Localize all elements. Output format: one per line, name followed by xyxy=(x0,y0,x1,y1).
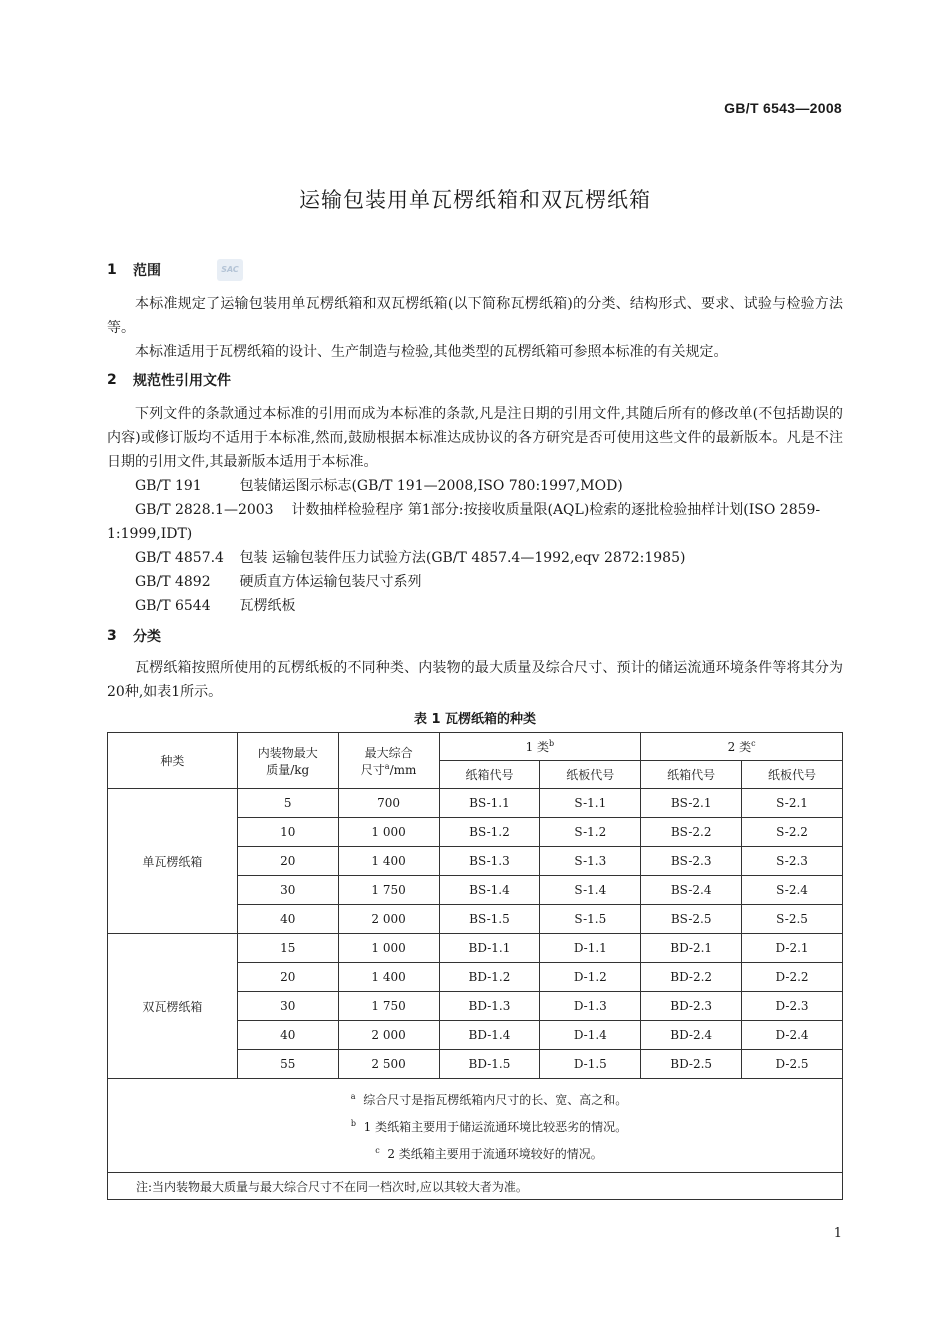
table-cell: BD-2.5 xyxy=(641,1050,742,1079)
table-cell: S-1.1 xyxy=(540,789,641,818)
table-cell: D-2.2 xyxy=(742,963,843,992)
table-cell: D-1.3 xyxy=(540,992,641,1021)
table-cell: BS-1.5 xyxy=(439,905,540,934)
table-cell: S-2.5 xyxy=(742,905,843,934)
section-1-heading xyxy=(107,258,843,282)
header-max-size-line1: 最大综合 xyxy=(364,745,413,760)
table-cell: 1 400 xyxy=(338,847,439,876)
section-number: 1 xyxy=(107,262,117,278)
header-max-mass-line2: 质量/kg xyxy=(266,762,310,777)
table-cell: 1 750 xyxy=(338,876,439,905)
table-cell: 55 xyxy=(237,1050,338,1079)
table-cell: 5 xyxy=(237,789,338,818)
table-cell: S-1.2 xyxy=(540,818,641,847)
section-number: 2 xyxy=(107,372,117,388)
table-cell: BS-1.1 xyxy=(439,789,540,818)
header-class-1: 1 类$^b$ xyxy=(439,733,641,761)
table-cell: 10 xyxy=(237,818,338,847)
table-cell: BD-2.3 xyxy=(641,992,742,1021)
table-cell: 30 xyxy=(237,876,338,905)
document-body xyxy=(107,258,843,1200)
section-1-paragraph-2: 本标准适用于瓦楞纸箱的设计、生产制造与检验,其他类型的瓦楞纸箱可参照本标准的有关规定。 xyxy=(135,344,728,360)
table-cell: D-1.2 xyxy=(540,963,641,992)
table-cell: D-2.1 xyxy=(742,934,843,963)
table-cell: S-2.4 xyxy=(742,876,843,905)
table-cell: 20 xyxy=(237,847,338,876)
header-max-mass-line1: 内装物最大 xyxy=(257,745,318,760)
table-cell: 1 000 xyxy=(338,818,439,847)
table-cell: 20 xyxy=(237,963,338,992)
reference-item xyxy=(107,474,843,498)
section-number: 3 xyxy=(107,628,117,644)
table-row xyxy=(108,789,843,818)
section-title: 范围 xyxy=(133,263,161,279)
sac-watermark-logo: SAC xyxy=(217,259,243,281)
section-2-paragraph-1: 下列文件的条款通过本标准的引用而成为本标准的条款,凡是注日期的引用文件,其随后所有的修改单(不包括勘误的内容)或修订版均不适用于本标准,然而,鼓励根据本标准达成协议的各方研究是否可使用这些文件的最新版本。凡是不注日期的引用文件,其最新版本适用于本标准。 xyxy=(107,406,843,470)
section-title: 规范性引用文件 xyxy=(133,373,231,389)
table-note: 注:当内装物最大质量与最大综合尺寸不在同一档次时,应以其较大者为准。 xyxy=(108,1173,843,1200)
table-cell: D-1.1 xyxy=(540,934,641,963)
reference-item xyxy=(107,570,843,594)
table-cell: D-1.5 xyxy=(540,1050,641,1079)
reference-code: GB/T 2828.1—2003 xyxy=(135,502,274,518)
header-box-code: 纸箱代号 xyxy=(641,761,742,789)
group-name-cell: 单瓦楞纸箱 xyxy=(108,789,238,934)
table-cell: BS-1.4 xyxy=(439,876,540,905)
page-number: 1 xyxy=(833,1226,842,1241)
document-title: 运输包装用单瓦楞纸箱和双瓦楞纸箱 xyxy=(299,188,651,212)
header-max-mass xyxy=(237,733,338,789)
header-board-code: 纸板代号 xyxy=(742,761,843,789)
table-cell: BD-1.5 xyxy=(439,1050,540,1079)
table-cell: BD-1.4 xyxy=(439,1021,540,1050)
reference-text: 硬质直方体运输包装尺寸系列 xyxy=(239,574,422,590)
standard-number: GB/T 6543—2008 xyxy=(724,100,842,116)
table-cell: S-2.3 xyxy=(742,847,843,876)
table-cell: BD-1.2 xyxy=(439,963,540,992)
table-cell: D-1.4 xyxy=(540,1021,641,1050)
table-cell: S-2.1 xyxy=(742,789,843,818)
footnote: $^b$ 1 类纸箱主要用于储运流通环境比较恶劣的情况。 xyxy=(350,1119,628,1134)
table-cell: BS-2.1 xyxy=(641,789,742,818)
table-cell: S-1.3 xyxy=(540,847,641,876)
reference-text: 包装储运图示标志(GB/T 191—2008,ISO 780:1997,MOD) xyxy=(239,478,623,494)
table-cell: BS-1.2 xyxy=(439,818,540,847)
reference-text: 瓦楞纸板 xyxy=(239,598,296,614)
section-title: 分类 xyxy=(133,629,161,645)
table-cell: 2 500 xyxy=(338,1050,439,1079)
table-cell: S-1.5 xyxy=(540,905,641,934)
table-cell: 1 000 xyxy=(338,934,439,963)
table-cell: 1 750 xyxy=(338,992,439,1021)
header-board-code: 纸板代号 xyxy=(540,761,641,789)
table-cell: 15 xyxy=(237,934,338,963)
table-cell: BS-2.3 xyxy=(641,847,742,876)
reference-code: GB/T 4892 xyxy=(135,574,211,590)
table-cell: BD-2.1 xyxy=(641,934,742,963)
table-cell: BD-1.3 xyxy=(439,992,540,1021)
header-kind: 种类 xyxy=(108,733,238,789)
table-cell: BD-1.1 xyxy=(439,934,540,963)
table-cell: BS-2.2 xyxy=(641,818,742,847)
table-cell: D-2.3 xyxy=(742,992,843,1021)
table-caption: 表 1 瓦楞纸箱的种类 xyxy=(413,712,537,727)
table-cell: BS-2.4 xyxy=(641,876,742,905)
table-cell: 2 000 xyxy=(338,905,439,934)
table-cell: S-2.2 xyxy=(742,818,843,847)
table-cell: D-2.4 xyxy=(742,1021,843,1050)
footnote: $^a$ 综合尺寸是指瓦楞纸箱内尺寸的长、宽、高之和。 xyxy=(350,1092,628,1107)
reference-text: 计数抽样检验程序 第1部分:按接收质量限(AQL)检索的逐批检验抽样计划(ISO 2859-1:1999,IDT) xyxy=(107,502,821,542)
table-cell: 2 000 xyxy=(338,1021,439,1050)
table-cell: 40 xyxy=(237,905,338,934)
header-max-size xyxy=(338,733,439,789)
table-row xyxy=(108,934,843,963)
table-cell: 700 xyxy=(338,789,439,818)
section-3-paragraph-1: 瓦楞纸箱按照所使用的瓦楞纸板的不同种类、内装物的最大质量及综合尺寸、预计的储运流通环境条件等将其分为20种,如表1所示。 xyxy=(107,660,843,700)
reference-item xyxy=(107,594,843,618)
header-class-2: 2 类$^c$ xyxy=(641,733,843,761)
reference-code: GB/T 4857.4 xyxy=(135,550,224,566)
reference-code: GB/T 6544 xyxy=(135,598,211,614)
section-2-heading xyxy=(107,368,843,392)
table-cell: BS-2.5 xyxy=(641,905,742,934)
section-3-heading xyxy=(107,624,843,648)
group-name-cell: 双瓦楞纸箱 xyxy=(108,934,238,1079)
section-1-paragraph-1: 本标准规定了运输包装用单瓦楞纸箱和双瓦楞纸箱(以下简称瓦楞纸箱)的分类、结构形式、要求、试验与检验方法等。 xyxy=(107,296,843,336)
table-cell: BD-2.2 xyxy=(641,963,742,992)
reference-text: 包装 运输包装件压力试验方法(GB/T 4857.4—1992,eqv 2872:1985) xyxy=(239,550,686,566)
table-footnotes xyxy=(108,1079,843,1173)
footnote: $^c$ 2 类纸箱主要用于流通环境较好的情况。 xyxy=(375,1146,603,1161)
table-cell: D-2.5 xyxy=(742,1050,843,1079)
reference-code: GB/T 191 xyxy=(135,478,202,494)
header-box-code: 纸箱代号 xyxy=(439,761,540,789)
table-cell: BD-2.4 xyxy=(641,1021,742,1050)
table-cell: BS-1.3 xyxy=(439,847,540,876)
table-cell: 40 xyxy=(237,1021,338,1050)
reference-item xyxy=(107,546,843,570)
header-max-size-line2: 尺寸$^a$/mm xyxy=(360,761,417,777)
reference-item xyxy=(107,498,843,546)
table-cell: 30 xyxy=(237,992,338,1021)
table-cell: S-1.4 xyxy=(540,876,641,905)
box-types-table xyxy=(107,732,843,1200)
table-cell: 1 400 xyxy=(338,963,439,992)
